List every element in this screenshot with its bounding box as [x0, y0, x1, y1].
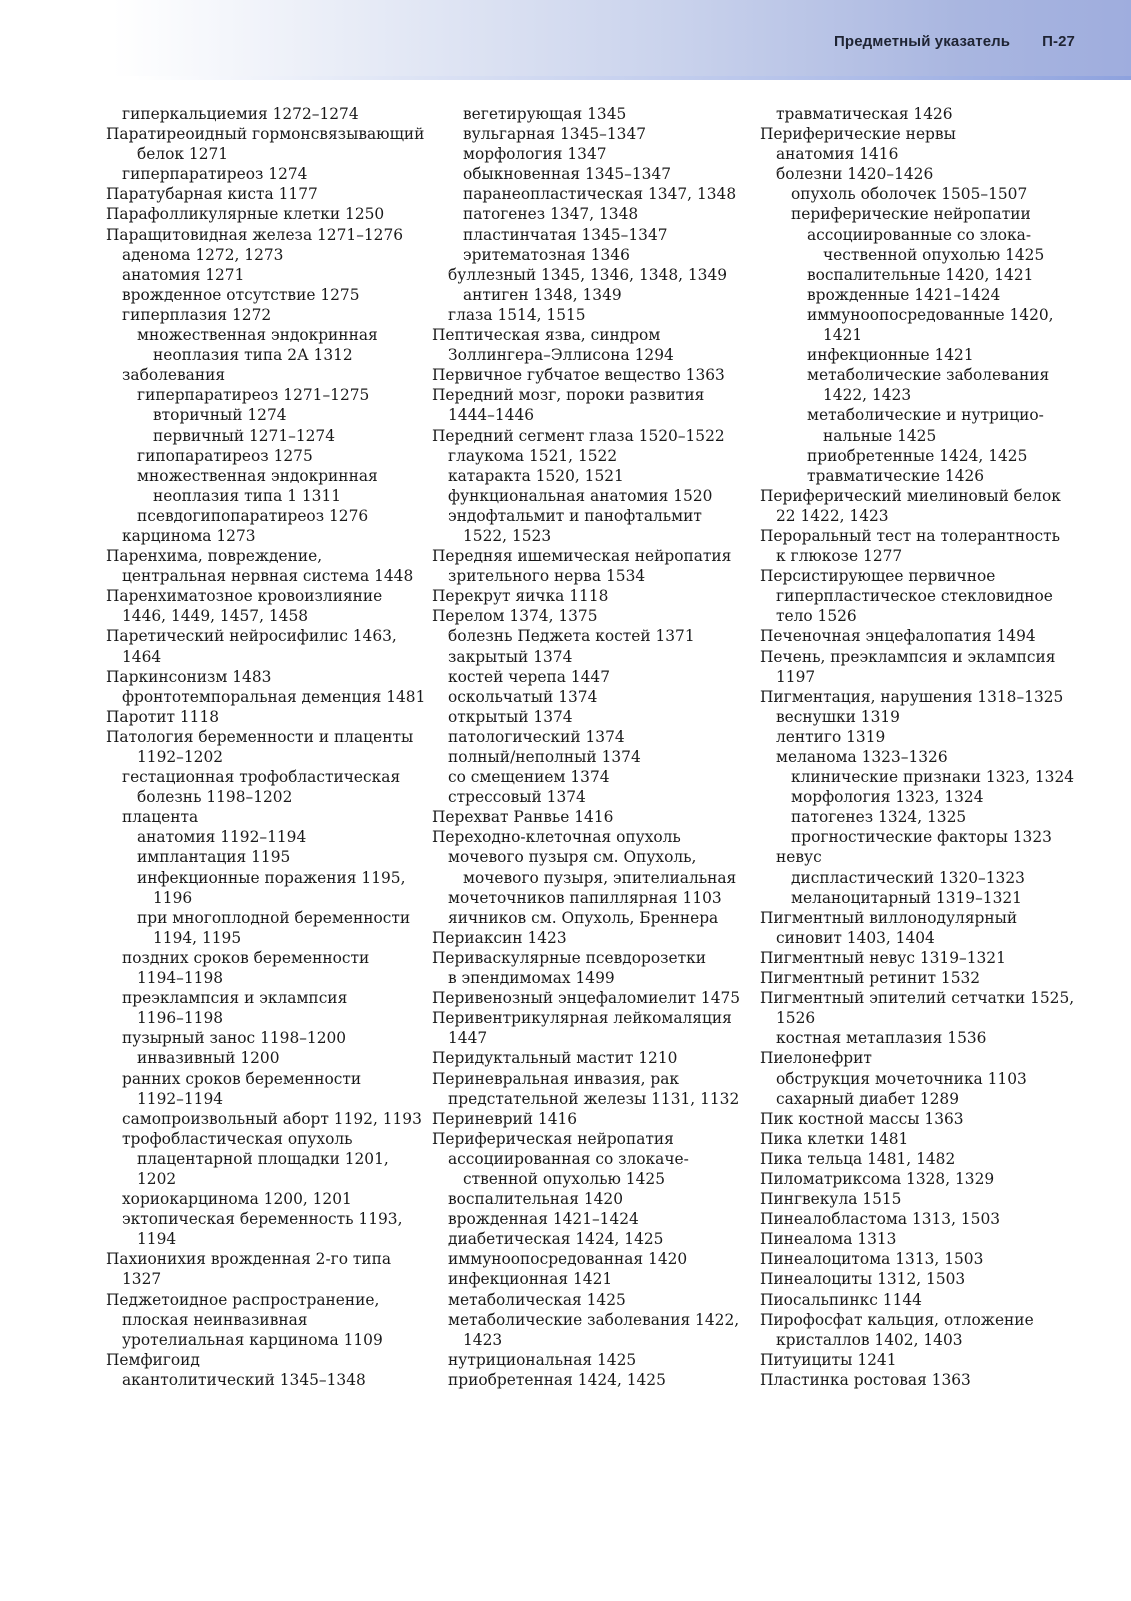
index-subentry: воспалительные 1420, 1421 [807, 265, 1034, 284]
index-subentry: анатомия 1192–1194 [137, 828, 307, 847]
index-subentry: к глюкозе 1277 [776, 547, 903, 566]
index-subentry: мочеточников папиллярная 1103 [448, 888, 722, 907]
index-subentry: обструкция мочеточника 1103 [776, 1069, 1027, 1088]
index-entry: Пика тельца 1481, 1482 [760, 1149, 956, 1168]
index-subentry: плоская неинвазивная [122, 1310, 308, 1329]
index-entry: Пинеалоциты 1312, 1503 [760, 1270, 966, 1289]
index-subentry: вульгарная 1345–1347 [463, 125, 647, 144]
index-subentry: Золлингера–Эллисона 1294 [448, 346, 674, 365]
index-subentry: воспалительная 1420 [448, 1190, 624, 1209]
index-subentry: болезнь 1198–1202 [137, 788, 293, 807]
index-subentry: антиген 1348, 1349 [463, 285, 622, 304]
index-subentry: прогностические факторы 1323 [791, 828, 1052, 847]
index-subentry: патологический 1374 [448, 727, 625, 746]
index-entry: Периферический миелиновый белок [760, 486, 1061, 505]
index-entry: Пиелонефрит [760, 1049, 872, 1068]
index-entry: Пахионихия врожденная 2-го типа [106, 1250, 392, 1269]
index-entry: Пирофосфат кальция, отложение [760, 1310, 1034, 1329]
index-subentry: гипопаратиреоз 1275 [137, 446, 313, 465]
index-subentry: меланоцитарный 1319–1321 [791, 888, 1022, 907]
index-subentry: 1196 [153, 888, 193, 907]
index-subentry: патогенез 1324, 1325 [791, 808, 967, 827]
index-subentry: глаукома 1521, 1522 [448, 446, 618, 465]
index-subentry: периферические нейропатии [791, 205, 1031, 224]
index-entry: Печеночная энцефалопатия 1494 [760, 627, 1036, 646]
index-subentry: эндофтальмит и панофтальмит [448, 506, 702, 525]
index-entry: Пингвекула 1515 [760, 1190, 902, 1209]
index-entry: Периневральная инвазия, рак [432, 1069, 680, 1088]
index-subentry: функциональная анатомия 1520 [448, 486, 713, 505]
index-entry: Пигментный виллонодулярный [760, 908, 1018, 927]
index-entry: Передний сегмент глаза 1520–1522 [432, 426, 725, 445]
index-entry: Парафолликулярные клетки 1250 [106, 205, 385, 224]
index-subentry: врожденная 1421–1424 [448, 1210, 639, 1229]
index-subentry: диспластический 1320–1323 [791, 868, 1025, 887]
index-entry: Периневрий 1416 [432, 1109, 578, 1128]
index-subentry: опухоль оболочек 1505–1507 [791, 185, 1028, 204]
index-subentry: анатомия 1416 [776, 145, 899, 164]
index-column-2 [432, 104, 754, 1390]
index-subentry: плацентарной площадки 1201, [137, 1149, 389, 1168]
index-subentry: лентиго 1319 [776, 727, 886, 746]
index-subentry: вегетирующая 1345 [463, 105, 627, 123]
index-subentry: тело 1526 [776, 607, 857, 626]
index-subentry: травматические 1426 [807, 466, 985, 485]
index-subentry: иммуноопосредованные 1420, [807, 305, 1054, 324]
index-entry: Патология беременности и плаценты [106, 727, 414, 746]
index-subentry: врожденное отсутствие 1275 [122, 285, 360, 304]
index-entry: Пинеалоцитома 1313, 1503 [760, 1250, 984, 1269]
index-subentry: 1446, 1449, 1457, 1458 [122, 607, 309, 626]
index-subentry: 1423 [463, 1330, 503, 1349]
index-entry: Передняя ишемическая нейропатия [432, 547, 732, 566]
index-subentry: чественной опухолью 1425 [823, 245, 1045, 264]
index-subentry: меланома 1323–1326 [776, 748, 948, 766]
index-subentry: 1192–1194 [137, 1089, 224, 1108]
index-entry: Пик костной массы 1363 [760, 1109, 964, 1128]
index-subentry: метаболическая 1425 [448, 1290, 626, 1309]
index-subentry: 1422, 1423 [823, 386, 912, 405]
index-subentry: преэклампсия и эклампсия [122, 989, 348, 1008]
index-subentry: инвазивный 1200 [137, 1049, 280, 1068]
index-entry: Периваскулярные псевдорозетки [432, 948, 707, 967]
index-subentry: 1526 [776, 1009, 816, 1028]
index-subentry: трофобластическая опухоль [122, 1129, 353, 1148]
index-subentry: паранеопластическая 1347, 1348 [463, 185, 737, 204]
index-entry: Паренхиматозное кровоизлияние [106, 587, 383, 606]
index-subentry: неоплазия типа 2А 1312 [153, 346, 353, 365]
index-entry: Персистирующее первичное [760, 567, 996, 586]
index-subentry: фронтотемпоральная деменция 1481 [122, 687, 426, 706]
index-subentry: сахарный диабет 1289 [776, 1089, 960, 1108]
index-subentry: приобретенные 1424, 1425 [807, 446, 1028, 465]
index-subentry: акантолитический 1345–1348 [122, 1370, 366, 1389]
index-subentry: имплантация 1195 [137, 848, 291, 867]
index-subentry: 1196–1198 [137, 1009, 224, 1028]
index-subentry: гиперпластическое стекловидное [776, 587, 1053, 606]
index-entry: Периферическая нейропатия [432, 1129, 674, 1148]
index-subentry: ассоциированные со злока- [807, 225, 1032, 244]
index-subentry: пластинчатая 1345–1347 [463, 225, 668, 244]
index-subentry: со смещением 1374 [448, 768, 610, 787]
page-number: П-27 [1042, 33, 1075, 50]
index-entry: Печень, преэклампсия и эклампсия [760, 647, 1056, 666]
index-entry: Пероральный тест на толерантность [760, 526, 1060, 545]
index-subentry: инфекционная 1421 [448, 1270, 613, 1289]
index-subentry: болезни 1420–1426 [776, 165, 934, 184]
index-subentry: 1327 [122, 1270, 162, 1289]
index-subentry: первичный 1271–1274 [153, 426, 336, 445]
index-subentry: обыкновенная 1345–1347 [463, 165, 672, 184]
index-subentry: 1194, 1195 [153, 928, 242, 947]
index-subentry: врожденные 1421–1424 [807, 285, 1001, 304]
index-subentry: при многоплодной беременности [137, 908, 411, 927]
index-entry: Пигментный ретинит 1532 [760, 969, 981, 988]
index-subentry: неоплазия типа 1 1311 [153, 486, 342, 505]
index-entry: Переходно-клеточная опухоль [432, 828, 681, 847]
index-entry: Пигментный невус 1319–1321 [760, 948, 1006, 967]
index-subentry: нальные 1425 [823, 426, 937, 445]
index-subentry: веснушки 1319 [776, 707, 900, 726]
index-subentry: приобретенная 1424, 1425 [448, 1370, 666, 1389]
index-entry: Перекрут яичка 1118 [432, 587, 609, 606]
index-subentry: инфекционные поражения 1195, [137, 868, 406, 887]
index-subentry: 1522, 1523 [463, 526, 552, 545]
index-subentry: ранних сроков беременности [122, 1069, 362, 1088]
index-subentry: гиперплазия 1272 [122, 305, 272, 324]
index-subentry: клинические признаки 1323, 1324 [791, 768, 1075, 787]
index-subentry: плацента [122, 808, 199, 827]
index-subentry: катаракта 1520, 1521 [448, 466, 624, 485]
index-subentry: 1192–1202 [137, 748, 224, 766]
index-subentry: яичников см. Опухоль, Бреннера [448, 908, 719, 927]
index-subentry: зрительного нерва 1534 [448, 567, 646, 586]
index-subentry: болезнь Педжета костей 1371 [448, 627, 695, 646]
index-subentry: костей черепа 1447 [448, 667, 611, 686]
index-subentry: костная метаплазия 1536 [776, 1029, 987, 1048]
index-column-3 [760, 104, 1082, 1390]
index-subentry: метаболические заболевания 1422, [448, 1310, 740, 1329]
index-subentry: 22 1422, 1423 [776, 506, 889, 525]
index-subentry: мочевого пузыря, эпителиальная [463, 868, 737, 887]
index-subentry: хориокарцинома 1200, 1201 [122, 1190, 352, 1209]
index-subentry: 1194–1198 [137, 969, 224, 988]
index-subentry: самопроизвольный аборт 1192, 1193 [122, 1109, 422, 1128]
index-subentry: открытый 1374 [448, 707, 573, 726]
index-entry: Паркинсонизм 1483 [106, 667, 272, 686]
index-entry: Пинеалобластома 1313, 1503 [760, 1210, 1001, 1229]
running-header [834, 33, 1075, 50]
index-subentry: заболевания [122, 366, 226, 385]
index-subentry: инфекционные 1421 [807, 346, 974, 365]
index-entry: Пептическая язва, синдром [432, 326, 661, 345]
index-subentry: центральная нервная система 1448 [122, 567, 414, 586]
index-subentry: 1447 [448, 1029, 488, 1048]
index-entry: Перивенозный энцефаломиелит 1475 [432, 989, 741, 1008]
index-subentry: 1197 [776, 667, 816, 686]
index-entry: Пика клетки 1481 [760, 1129, 909, 1148]
index-subentry: метаболические заболевания [807, 366, 1050, 385]
index-subentry: гиперпаратиреоз 1274 [122, 165, 308, 184]
index-subentry: множественная эндокринная [137, 326, 378, 345]
index-subentry: анатомия 1271 [122, 265, 245, 284]
index-entry: Пигментация, нарушения 1318–1325 [760, 687, 1064, 706]
index-subentry: полный/неполный 1374 [448, 748, 641, 766]
index-subentry: гиперкальциемия 1272–1274 [122, 105, 359, 123]
index-subentry: уротелиальная карцинома 1109 [122, 1330, 383, 1349]
index-subentry: стрессовый 1374 [448, 788, 586, 807]
index-subentry: аденома 1272, 1273 [122, 245, 284, 264]
index-subentry: мочевого пузыря см. Опухоль, [448, 848, 697, 867]
index-subentry: эритематозная 1346 [463, 245, 630, 264]
index-subentry: гестационная трофобластическая [122, 768, 401, 787]
index-subentry: морфология 1323, 1324 [791, 788, 984, 807]
index-entry: Паретический нейросифилис 1463, [106, 627, 397, 646]
index-subentry: ассоциированная со злокаче- [448, 1149, 689, 1168]
index-entry: Пиломатриксома 1328, 1329 [760, 1169, 995, 1188]
index-subentry: карцинома 1273 [122, 526, 256, 545]
index-entry: Паренхима, повреждение, [106, 547, 323, 566]
index-subentry: ственной опухолью 1425 [463, 1169, 665, 1188]
index-subentry: закрытый 1374 [448, 647, 573, 666]
index-column-1 [106, 104, 428, 1390]
index-subentry: 1194 [137, 1230, 177, 1249]
index-subentry: предстательной железы 1131, 1132 [448, 1089, 740, 1108]
index-entry: Передний мозг, пороки развития [432, 386, 705, 405]
index-entry: Паращитовидная железа 1271–1276 [106, 225, 404, 244]
index-subentry: глаза 1514, 1515 [448, 305, 586, 324]
index-subentry: кристаллов 1402, 1403 [776, 1330, 963, 1349]
index-subentry: 1202 [137, 1169, 177, 1188]
index-subentry: иммуноопосредованная 1420 [448, 1250, 688, 1269]
index-subentry: поздних сроков беременности [122, 948, 370, 967]
index-subentry: диабетическая 1424, 1425 [448, 1230, 664, 1249]
index-subentry: белок 1271 [137, 145, 229, 164]
index-subentry: вторичный 1274 [153, 406, 287, 425]
index-subentry: метаболические и нутрицио- [807, 406, 1044, 425]
index-subentry: 1444–1446 [448, 406, 535, 425]
index-entry: Педжетоидное распространение, [106, 1290, 380, 1309]
index-entry: Пластинка ростовая 1363 [760, 1370, 971, 1389]
index-entry: Паратиреоидный гормонсвязывающий [106, 125, 425, 144]
index-subentry: синовит 1403, 1404 [776, 928, 935, 947]
index-subentry: морфология 1347 [463, 145, 607, 164]
index-entry: Питуициты 1241 [760, 1350, 897, 1369]
index-subentry: множественная эндокринная [137, 466, 378, 485]
index-subentry: нутрициональная 1425 [448, 1350, 637, 1369]
index-entry: Паротит 1118 [106, 707, 220, 726]
index-subentry: невус [776, 848, 822, 867]
index-entry: Пемфигоид [106, 1350, 200, 1369]
header-rule [0, 76, 1131, 80]
index-entry: Паратубарная киста 1177 [106, 185, 318, 204]
index-subentry: 1421 [823, 326, 863, 345]
index-subentry: травматическая 1426 [776, 105, 953, 123]
index-subentry: 1464 [122, 647, 162, 666]
index-subentry: псевдогипопаратиреоз 1276 [137, 506, 369, 525]
index-entry: Перелом 1374, 1375 [432, 607, 598, 626]
index-subentry: оскольчатый 1374 [448, 687, 598, 706]
index-entry: Первичное губчатое вещество 1363 [432, 366, 725, 385]
index-subentry: гиперпаратиреоз 1271–1275 [137, 386, 370, 405]
index-entry: Пигментный эпителий сетчатки 1525, [760, 989, 1075, 1008]
index-subentry: в эпендимомах 1499 [448, 969, 615, 988]
index-entry: Перехват Ранвье 1416 [432, 808, 614, 827]
index-subentry: буллезный 1345, 1346, 1348, 1349 [448, 265, 728, 284]
section-title: Предметный указатель [834, 33, 1011, 50]
index-entry: Перивентрикулярная лейкомаляция [432, 1009, 732, 1028]
index-entry: Периаксин 1423 [432, 928, 567, 947]
index-entry: Периферические нервы [760, 125, 956, 144]
index-subentry: эктопическая беременность 1193, [122, 1210, 403, 1229]
index-entry: Пиосальпинкс 1144 [760, 1290, 922, 1309]
index-subentry: пузырный занос 1198–1200 [122, 1029, 347, 1048]
index-entry: Перидуктальный мастит 1210 [432, 1049, 678, 1068]
index-subentry: патогенез 1347, 1348 [463, 205, 639, 224]
index-entry: Пинеалома 1313 [760, 1230, 897, 1249]
